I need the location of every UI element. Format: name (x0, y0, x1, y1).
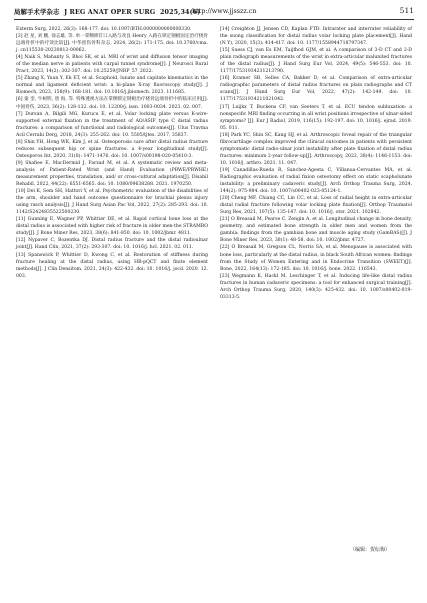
journal-title (14, 7, 200, 16)
reference-entry: [14] Creighton JJ, Jensen CD, Kaplan FTD. Intrarater and interrater reliability of the suong classification for distal radius volar locking plate placement[J]. Hand (N Y), 2020, 15(3): 414-417. doi: 10. 1177/1558944718797347. (220, 27, 412, 47)
reference-entry: [23] Wegmann K, Hackl M, Leschinger T, et al. Inducing life-like distal radius fractures in human cadaveric specimens: a tool for enhanced surgical training[J]. Arch Orthop Trauma Surg, 2020, 140(3): 425-432. doi: 10. 1007/s00402-019-03313-5. (220, 273, 412, 300)
journal-title-cn: 局解手术学杂志 (14, 8, 60, 16)
reference-entry: [11] Gunning E, Wagner PP, Whittier DE, et al. Rapid cortical bone loss at the distal radius is associated with higher risk of fracture in older men-the STRAMBO study[J]. J Bone Miner Res, 2023, 38(6): 841-850. doi: 10. 1002/jbmr. 4811. (16, 217, 208, 237)
reference-entry: [5] Zhang X, Yuan Y, Ek ET, et al. Scaphoid, lunate and capitate kinematics in the normal and ligament deficient wrist: a bi-plane X-ray fluoroscopy study[J]. J Biomech, 2023, 158(9): 168-181. doi: 10.1016/j.jbiomech. 2023. 111685. (16, 76, 208, 96)
reference-entry: Exterm Surg, 2022, 26(3): 168-177. doi: 10.1097/BTH.0000000000000330. (16, 27, 192, 32)
reference-entry: [15] Suess CJ, van Es EM, Taijfhod GJM, et al. A comparison of 3-D CT and 2-D plain radiograph measurements of the wrist in extra-articular malunited fractures of the distal radius[J]. J Hand Surg Eur Vol, 2024, 49(5): 546-553. doi: 10. 1177/17531934231213790. (220, 48, 412, 75)
reference-entry: [3] 赵 星, 刘 鹏, 徐志雄, 等. 单一掌侧锁钉口入路与改良 Henry 入路在锁定钢板固定治疗桡骨远端骨折中的疗效比较[J]. 中华创伤骨科杂志, 2024, 26(2): 171-175. doi: 10.3760/cma. j. cn115530-20230813-00062. (16, 34, 208, 54)
reference-entry: [17] Luijkx T, Buckens CF, van Seeters T, et al. ECU tendon subluxation: a nonspecific MRI finding occurring in all wrist positions irrespective of ulnar-sided symptoms? [J]. Eur J Radiol, 2019, 116(15): 192-197. doi: 10. 1016/j. ejrad. 2019. 05. 011. (220, 104, 412, 131)
reference-entry: [22] O Breasail M, Gregson CL, Norris SA, et al. Menopause is associated with bone loss, particularly at the distal radius, in black South African women: findings from the Study of Women Entering and in Endocrine Transition (SWEET)[J]. Bone, 2022, 164(13): 172-185. doi: 10. 1016/j. bone. 2022. 116543. (220, 245, 413, 272)
reference-entry: [8] Shin YH, Hong WK, Kim J, et al. Osteoporosis care after distal radius fracture reduces subsequent hip or spine fractures: a 4-year longitudinal study[J]. Osteoporos Int, 2020, 31(8): 1471-1476. doi: 10. 1007/s00198-020-05410-3. (16, 139, 208, 159)
reference-entry: [18] Park YC, Shin SC, Kang HJ, et al. Arthroscopic foveal repair of the triangular fibrocartilage complex improved the clinical outcomes in patients with persistent symptomatic distal radio-ulnar joint instability after plate fixation of distal radius fractures: minimum 2-year follow-up[J]. Arthroscopy, 2022, 38(4): 1146-1153. doi: 10. 1016/j. arthro. 2021. 11. 047. (220, 132, 412, 166)
journal-title-en: J REG ANAT OPER SURG (64, 8, 156, 16)
journal-issue: 2025,34(6) (160, 8, 201, 16)
references-right-column (220, 26, 412, 301)
reference-entry: [6] 秦 奎, 牛树明, 唐 海, 等. 特殊透视方法在掌侧锁定钢板治疗桡骨远端骨折中的临床应用[J]. 中国骨伤, 2023, 36(2): 128-132. doi: 10. 12200/j. issn. 1003-0034. 2023. 02. 007. (16, 97, 208, 110)
references-left-column (16, 26, 208, 280)
running-header (14, 7, 414, 19)
reference-entry: [9] Shafiee E, MacDermid J, Farzad M, et al. A systematic review and meta-analysis of Patient-Rated Wrist (and Hand) Evaluation (PRWE/PRWHE) measurement properties, translation, and/ or cross-cultural adaptation[J]. Disabil Rehabil, 2022, 44(22): 6551-6565. doi: 10. 1080/09638288. 2021. 1970250. (16, 160, 208, 188)
reference-entry: [12] Nypaver C, Bozentka DJ. Distal radius fracture and the distal radioulnar joint[J]. Hand Clin, 2021, 37(2): 293-307. doi: 10. 1016/j. hcl. 2021. 02. 011. (16, 238, 208, 251)
reference-entry: [21] O Breasail M, Pearse C, Zengin A, et al. Longitudinal change in bone density, geometry, and estimated bone strength in older men and women from the gambia: findings from the gambian bone and muscle aging study (GamBAS)[J]. J Bone Miner Res, 2023, 38(1): 48-58. doi: 10. 1002/jbmr. 4727. (220, 217, 412, 244)
reference-entry: [13] Spanswick P, Whittier D, Kwong C, et al. Restoration of stiffness during fracture healing at the distal radius, using HR-pQCT and finite element methods[J]. J Clin Densitom, 2021, 24(3): 422-432. doi: 10. 1016/j. jocd. 2020. 12. 003. (16, 252, 208, 279)
editor-note: （编辑：贺纭梅） (350, 547, 391, 553)
reference-entry: [10] Dei K, Sem SH, Hattori Y, et al. Psychometric evaluation of the disabilities of the arm, shoulder and hand outcome questionnaire for brachial plexus injury using rasch analysis[J]. J Hand Surg Asian Pac Vol, 2022, 27(2): 285-293. doi: 10. 1142/S2424835522500230. (16, 189, 208, 216)
reference-entry: [4] Naik S, Mahanty S, Bhoi SK, et al. MRI of wrist and diffusion tensor imaging of the median nerve in patients with carpal tunnel syndrome[J]. J Neurosci Rural Pract, 2023, 14(2): 302-307. doi: 10.25259/JNRP_57_2022. (16, 55, 208, 75)
header-rule (14, 19, 414, 20)
page-number: 511 (399, 6, 414, 15)
reference-entry: [7] Dursun A, Bilgili MG, Kurucu E, et al. Volar locking plate versus K-wire-supported external fixation in the treatment of AO/ASIF type C distal radius fractures: a comparison of functional and radiological outcomes[J]. Ulus Travma Acil Cerrahi Derg, 2018, 24(3): 255-262. doi: 10. 5505/tjtes. 2017. 35837. (16, 111, 208, 138)
reference-entry: [20] Cheng MF, Chiang CC, Lin CC, et al. Loss of radial height in extra-articular distal radial fracture following volar locking plate fixation[J]. Orthop Traumatol Surg Res, 2021, 107(5): 135-147. doi: 10. 1016/j. otsr. 2021. 102842. (220, 196, 412, 216)
reference-entry: [19] Canadillas-Rueda R, Sanchez-Agesta C, Villanua-Cervantes MA, et al. Radiographic evaluation of radial fixion osteotomy effect on static scapholunate instability: a preliminary cadaveric study[J]. Arch Orthop Trauma Surg, 2024, 144(2): 975-984. doi: 10. 1007/s00402-023-05124-1. (220, 167, 412, 195)
reference-entry: [16] Kramer SB, Selles CA, Bakker D, et al. Comparison of extra-articular radiographic parameters of distal radius fractures on plain radiographs and CT scans[J]. J Hand Surg Eur Vol, 2022, 47(2): 142-149. doi: 10. 1177/17531934211021042. (220, 76, 412, 103)
journal-url: http://www.jjsszz.cn (192, 7, 257, 15)
